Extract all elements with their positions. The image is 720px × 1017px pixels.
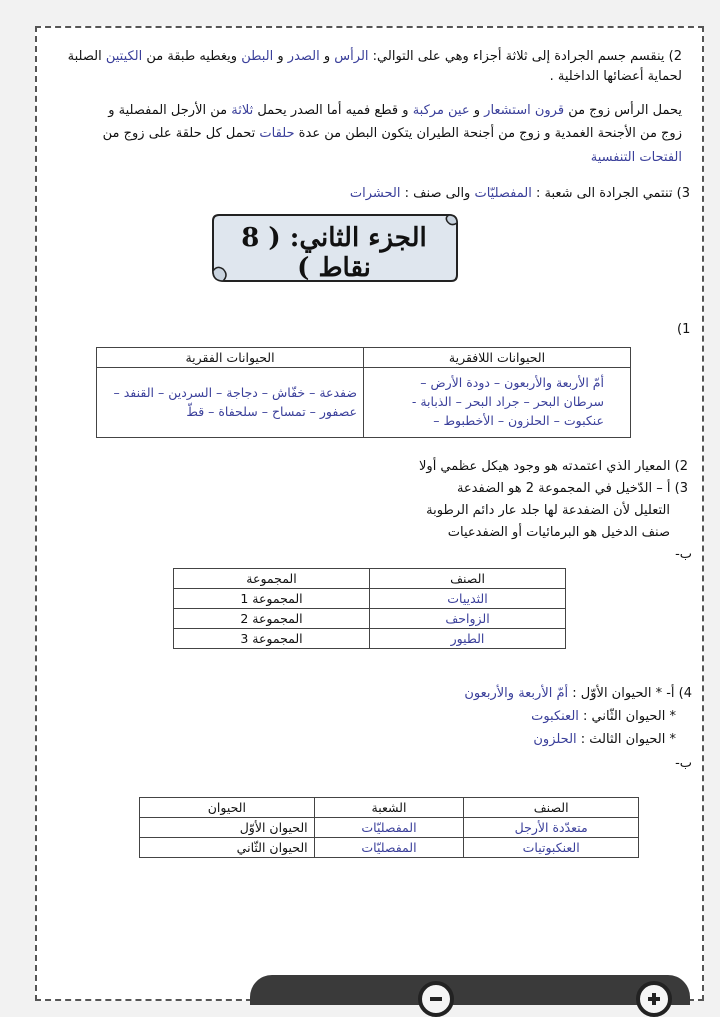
b-label-1: ب- [675, 547, 692, 562]
p2-line2: لحماية أعضائها الداخلية . [549, 69, 682, 84]
q1-number: (1 [677, 322, 691, 337]
desc-line1: يحمل الرأس زوج من قرون استشعار و عين مركبة و قطع فميه أما الصدر يحمل ثلاثة من الأرجل المفصلية و [108, 103, 682, 118]
zoom-in-button[interactable] [636, 981, 672, 1017]
table-row: المجموعة 1 الثدييات [174, 589, 566, 609]
minus-icon [422, 985, 450, 1013]
term-chest: الصدر [287, 49, 320, 64]
q4-first-animal: 4) أ- * الحيوان الأوّل : أمّ الأربعة والأربعون [464, 686, 692, 701]
animals-table [96, 347, 631, 438]
groups-table [173, 568, 566, 649]
table-row: المجموعة 2 الزواحف [174, 609, 566, 629]
term-belly: البطن [241, 49, 274, 64]
b-label-2: ب- [675, 756, 692, 771]
table-row: الحيوان الأوّل المفصليّات متعدّدة الأرجل [140, 818, 639, 838]
q3-answer: 3) أ – الدّخيل في المجموعة 2 هو الضفدعة [456, 481, 688, 496]
desc-line2: زوج من الأجنحة الغمدية و زوج من أجنحة الطيران يتكون البطن من عدة حلقات تحمل كل حلقة على زوج من [102, 126, 682, 141]
header-animal: الحيوان [140, 798, 315, 818]
term-chitin: الكيتين [105, 49, 143, 64]
invertebrates-cell: أمّ الأربعة والأربعون – دودة الأرض – سرطان البحر – جراد البحر – الذبابة - عنكبوت – الحلزون – الأخطبوط – [364, 368, 631, 438]
plus-icon [640, 985, 668, 1013]
p2-line1: 2) ينقسم جسم الجرادة إلى ثلاثة أجزاء وهي على التوالي: الرأس و الصدر و البطن ويغطيه طبقة من الكيتين الصلبة [67, 49, 682, 64]
header-group: المجموعة [174, 569, 370, 589]
section-banner [205, 205, 463, 285]
q2-answer: 2) المعيار الذي اعتمدته هو وجود هيكل عظمي أولا [419, 459, 688, 474]
term-head: الرأس [334, 49, 369, 64]
q4-third-animal: * الحيوان الثالث : الحلزون [533, 732, 676, 747]
header-phylum: الشعبة [314, 798, 464, 818]
header-class: الصنف [370, 569, 566, 589]
p3-line: 3) تنتمي الجرادة الى شعبة : المفصليّات والى صنف : الحشرات [349, 186, 690, 201]
q3-class: صنف الدخيل هو البرمائيات أو الضفدعيات [447, 525, 670, 540]
q4-second-animal: * الحيوان الثّاني : العنكبوت [531, 709, 676, 724]
q3-reason: التعليل لأن الضفدعة لها جلد عار دائم الرطوبة [426, 503, 670, 518]
header-class3: الصنف [464, 798, 639, 818]
desc-line3: الفتحات التنفسية [590, 150, 682, 165]
table-row: الحيوان الثّاني المفصليّات العنكبوتيات [140, 838, 639, 858]
zoom-toolbar [250, 975, 690, 1005]
header-vertebrates: الحيوانات الفقرية [97, 348, 364, 368]
header-invertebrates: الحيوانات اللافقرية [364, 348, 631, 368]
banner-title: الجزء الثاني: ( 8 نقاط ) [241, 223, 427, 283]
zoom-out-button[interactable] [418, 981, 454, 1017]
animal-classification-table [139, 797, 639, 858]
table-row: المجموعة 3 الطيور [174, 629, 566, 649]
vertebrates-cell: ضفدعة – خفّاش – دجاجة – السردين – القنفد – عصفور – تمساح – سلحفاة – قطّ [97, 368, 364, 438]
